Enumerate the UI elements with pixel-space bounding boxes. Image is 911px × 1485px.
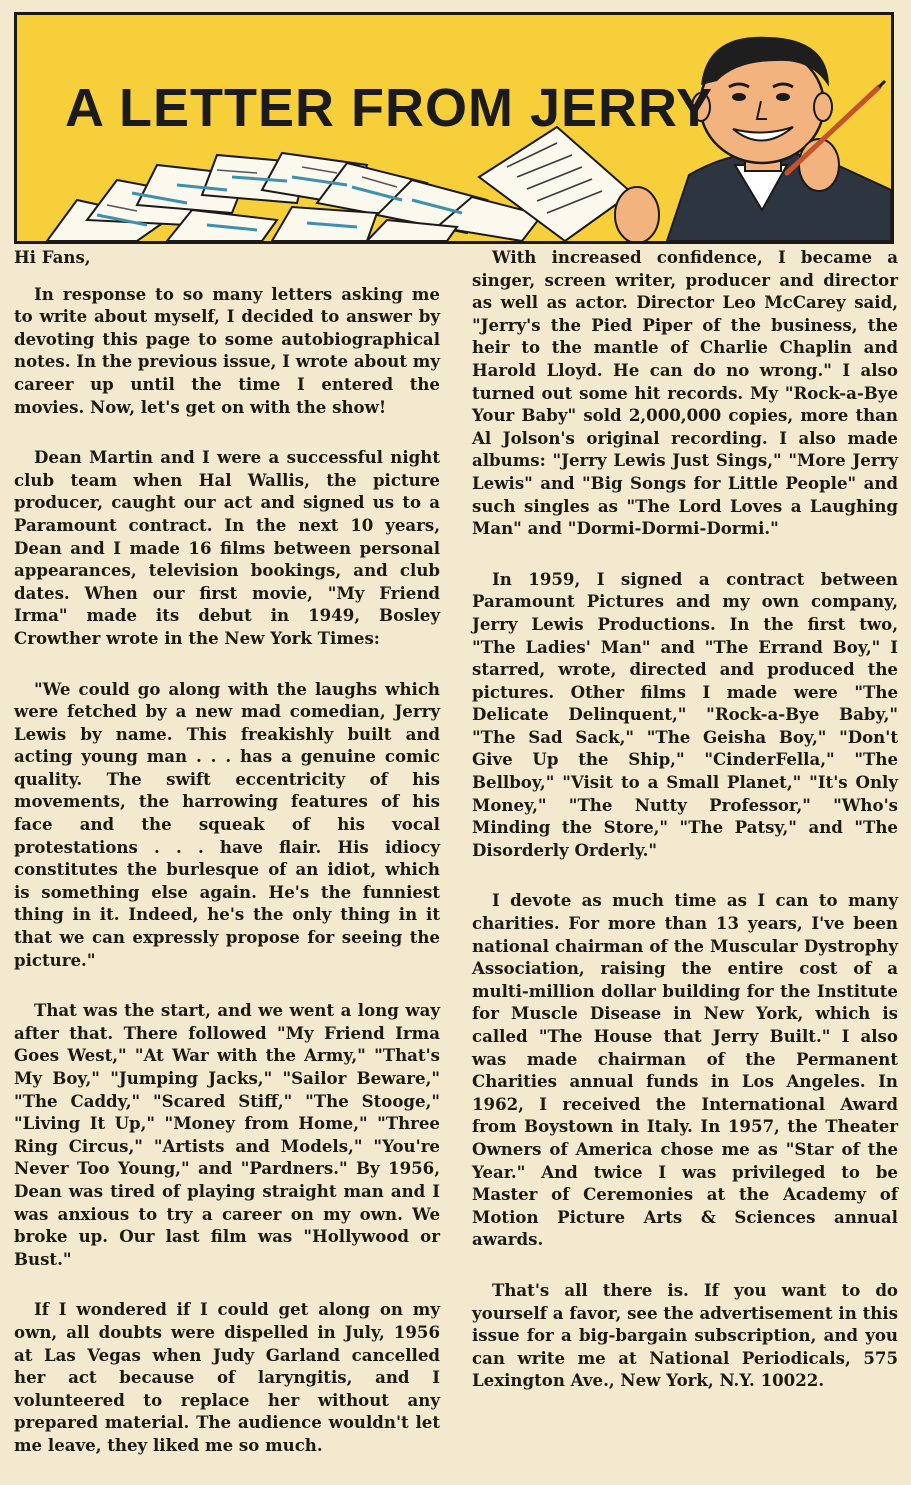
paragraph-las-vegas: If I wondered if I could get along on my own, all doubts were dispelled in July, 1956 at Las Vegas when Judy Garland cancelled her act because of laryngitis, and I volunteered to replace her without any prepared material. The audience wouldn't let me leave, they liked me so much. (14, 1299, 440, 1455)
paragraph-singer-career: With increased confidence, I became a singer, screen writer, producer and director as well as actor. Director Leo McCarey said, "Jerry's the Pied Piper of the business, the heir to the mantle of Charlie Chaplin and Harold Lloyd. He can do no wrong." I also turned out some hit records. My "Rock-a-Bye Your Baby" sold 2,000,000 copies, more than Al Jolson's original recording. I also made albums: "Jerry Lewis Just Sings," "More Jerry Lewis" and "Big Songs for Little People" and such singles as "The Lord Loves a Laughing Man" and "Dormi-Dormi-Dormi." (472, 247, 898, 539)
paragraph-dean-martin: Dean Martin and I were a successful night club team when Hal Wallis, the picture producer, caught our act and signed us to a Paramount contract. In the next 10 years, Dean and I made 16 films between personal appearances, television bookings, and club dates. When our first movie, "My Friend Irma" made its debut in 1949, Bosley Crowther wrote in the New York Times: (14, 447, 440, 648)
right-column (472, 246, 898, 1420)
paragraph-productions: In 1959, I signed a contract between Paramount Pictures and my own company, Jerry Lewis Productions. In the first two, "The Ladies' Man" and "The Errand Boy," I starred, wrote, directed and produced the pictures. Other films I made were "The Delicate Delinquent," "Rock-a-Bye Baby," "The Sad Sack," "The Geisha Boy," "Don't Give Up the Ship," "CinderFella," "The Bellboy," "Visit to a Small Planet," "It's Only Money," "The Nutty Professor," "Who's Minding the Store," "The Patsy," and "The Disorderly Orderly." (472, 568, 898, 860)
title-banner (14, 12, 894, 244)
paragraph-closing: That's all there is. If you want to do yourself a favor, see the advertisement in this issue for a big-bargain subscription, and you can write me at National Periodicals, 575 Lexington Ave., New York, N.Y. 10022. (472, 1279, 898, 1391)
paragraph-crowther-quote: "We could go along with the laughs which were fetched by a new mad comedian, Jerry Lewis by name. This freakishly built and acting young man . . . has a genuine comic quality. The swift eccentricity of his movements, the harrowing features of his face and the squeak of his vocal protestations . . . have flair. His idiocy constitutes the burlesque of an idiot, which is something else again. He's the funniest thing in it. Indeed, he's the only thing in it that we can expressly propose for seeing the picture." (14, 678, 440, 970)
letters-pile-illustration (47, 153, 542, 241)
greeting: Hi Fans, (14, 247, 91, 267)
paragraph-charities: I devote as much time as I can to many charities. For more than 13 years, I've been national chairman of the Muscular Dystrophy Association, raising the entire cost of a multi-million dollar building for the Institute for Muscle Disease in New York, which is called "The House that Jerry Built." I also was made chairman of the Permanent Charities annual funds in Los Angeles. In 1962, I received the International Award from Boystown in Italy. In 1957, the Theater Owners of America chose me as "Star of the Year." And twice I was privileged to be Master of Ceremonies at the Academy of Motion Picture Arts & Sciences annual awards. (472, 890, 898, 1250)
page-title: A LETTER FROM JERRY (65, 78, 714, 138)
left-column (14, 246, 440, 1485)
paragraph-films-with-dean: That was the start, and we went a long way after that. There followed "My Friend Irma Goes West," "At War with the Army," "That's My Boy," "Jumping Jacks," "Sailor Beware," "The Caddy," "Scared Stiff," "The Stooge," "Living It Up," "Money from Home," "Three Ring Circus," "Artists and Models," "You're Never Too Young," and "Pardners." By 1956, Dean was tired of playing straight man and I was anxious to try a career on my own. We broke up. Our last film was "Hollywood or Bust." (14, 1000, 440, 1269)
paragraph-intro: In response to so many letters asking me to write about myself, I decided to answer by devoting this page to some autobiographical notes. In the previous issue, I wrote about my career up until the time I entered the movies. Now, let's get on with the show! (14, 283, 440, 417)
